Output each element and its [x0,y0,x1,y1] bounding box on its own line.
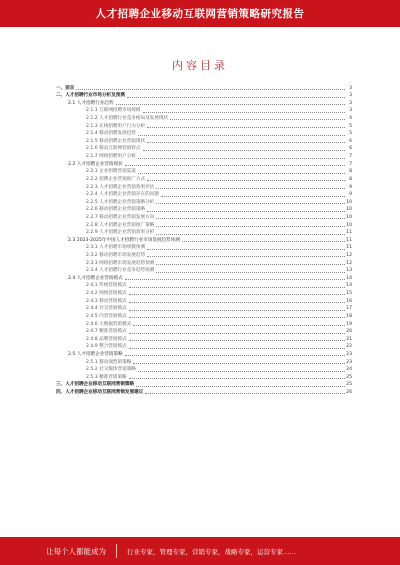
toc-entry-label: 2.5 人才招聘企业营销策略 [68,351,123,357]
toc-entry[interactable] [56,358,352,366]
toc-entry-label: 2.3.3 网络招聘市场发展趋势预测 [86,260,155,266]
toc-entry[interactable] [56,335,352,343]
toc-entry[interactable] [56,381,352,389]
toc-entry-page: 11 [346,245,352,251]
toc-entry[interactable] [56,229,352,237]
toc-entry-page: 13 [346,268,352,274]
toc-entry-page: 23 [346,351,352,357]
toc-leader-dots [182,241,345,242]
toc-entry-label: 2.5.3 精准营销策略 [86,374,127,380]
toc-leader-dots [129,287,345,288]
toc-entry[interactable] [56,350,352,358]
toc-leader-dots [138,371,345,372]
toc-entry-label: 2.2.5 人才招聘企业营销策略分析 [86,199,155,205]
toc-entry[interactable] [56,328,352,336]
toc-leader-dots [133,363,345,364]
toc-entry-page: 18 [346,313,352,319]
toc-entry[interactable] [56,251,352,259]
toc-entry-label: 2.1.1 互联网招聘市场规模 [86,108,141,114]
toc-leader-dots [129,302,345,303]
toc-leader-dots [156,188,345,189]
toc-entry-page: 12 [346,260,352,266]
toc-entry[interactable] [56,84,352,92]
toc-entry-label: 2.1.4 移动招聘发展趋势 [86,131,136,137]
toc-leader-dots [133,325,345,326]
toc-entry-label: 2.3.1 人才招聘市场规模预测 [86,245,146,251]
toc-entry-page: 6 [349,138,352,144]
toc-leader-dots [138,135,345,136]
toc-leader-dots [147,211,345,212]
toc-entry-label: 三、人才招聘企业移动互联网营销策略 [56,382,135,388]
toc-leader-dots [147,142,345,143]
toc-entry-page: 17 [346,306,352,312]
toc-leader-dots [156,264,345,265]
footer-tagline: 行业专家，管理专家，营销专家，战略专家，运营专家…… [127,547,296,556]
toc-leader-dots [161,196,345,197]
toc-entry-page: 3 [349,93,352,99]
toc-entry-label: 2.2.6 移动招聘企业营销策略 [86,207,146,213]
toc-entry[interactable] [56,191,352,199]
toc-entry[interactable] [56,206,352,214]
toc-entry[interactable] [56,259,352,267]
toc-leader-dots [129,317,345,318]
toc-entry[interactable] [56,130,352,138]
toc-entry-label: 2.1.6 移动互联网营销特点 [86,146,141,152]
toc-entry-label: 2.4.3 移动营销模式 [86,298,127,304]
report-footer-bar [0,537,400,565]
toc-entry-page: 10 [346,222,352,228]
toc-entry-label: 2.2.3 人才招聘企业营销效果评估 [86,184,155,190]
toc-entry[interactable] [56,107,352,115]
toc-entry[interactable] [56,198,352,206]
toc-entry[interactable] [56,183,352,191]
toc-entry-page: 5 [349,131,352,137]
toc-entry[interactable] [56,274,352,282]
toc-entry[interactable] [56,114,352,122]
table-of-contents [56,84,352,396]
toc-entry-page: 19 [346,321,352,327]
toc-leader-dots [129,340,345,341]
toc-entry[interactable] [56,221,352,229]
toc-entry[interactable] [56,92,352,100]
toc-entry-label: 2.4 人才招聘企业营销模式 [68,275,123,281]
toc-leader-dots [156,272,345,273]
toc-leader-dots [156,226,345,227]
toc-entry[interactable] [56,99,352,107]
toc-entry-label: 2.4.6 大数据营销模式 [86,321,132,327]
toc-entry-page: 8 [349,169,352,175]
toc-leader-dots [147,256,345,257]
toc-entry-label: 一、前言 [56,85,75,91]
toc-entry-page: 3 [349,85,352,91]
toc-entry-page: 10 [346,207,352,213]
toc-leader-dots [125,355,345,356]
toc-entry-label: 2.1.5 移动招聘企业营销现状 [86,138,146,144]
toc-entry-label: 四、人才招聘企业移动互联网营销发展建议 [56,389,144,395]
report-header-bar [0,0,400,27]
toc-entry-page: 16 [346,298,352,304]
toc-entry-label: 2.4.9 整合营销模式 [86,344,127,350]
toc-entry-page: 26 [346,389,352,395]
report-title: 人才招聘企业移动互联网营销策略研究报告 [95,8,305,20]
toc-leader-dots [170,119,345,120]
toc-leader-dots [147,249,345,250]
toc-entry[interactable] [56,366,352,374]
toc-entry[interactable] [56,297,352,305]
toc-entry[interactable] [56,312,352,320]
toc-entry[interactable] [56,137,352,145]
toc-heading: 内容目录 [172,59,228,72]
toc-entry-label: 2.2.2 招聘企业营销推广方式 [86,176,146,182]
toc-entry[interactable] [56,289,352,297]
toc-leader-dots [138,158,345,159]
toc-entry-page: 12 [346,253,352,259]
toc-entry-label: 二、人才招聘行业市场分析及预测 [56,93,125,99]
toc-entry[interactable] [56,122,352,130]
toc-entry[interactable] [56,152,352,160]
toc-entry-page: 10 [346,214,352,220]
toc-entry-label: 2.1.2 人才招聘行业竞争格局及发展现状 [86,116,169,122]
toc-entry-page: 11 [346,230,352,236]
toc-entry[interactable] [56,145,352,153]
toc-entry-page: 14 [346,283,352,289]
toc-entry-label: 2.4.8 品牌营销模式 [86,336,127,342]
toc-entry[interactable] [56,213,352,221]
toc-entry[interactable] [56,267,352,275]
toc-entry[interactable] [56,236,352,244]
toc-leader-dots [156,234,345,235]
toc-entry[interactable] [56,160,352,168]
toc-leader-dots [129,378,345,379]
toc-entry[interactable] [56,343,352,351]
toc-entry-label: 2.2.4 人才招聘企业营销存在的问题 [86,192,159,198]
toc-leader-dots [129,294,345,295]
toc-entry-label: 2.2.1 企业招聘营销渠道 [86,169,136,175]
toc-entry-page: 15 [346,291,352,297]
toc-leader-dots [143,150,346,151]
toc-entry-label: 2.1 人才招聘行业趋势 [68,100,114,106]
toc-entry-page: 25 [346,374,352,380]
toc-leader-dots [129,333,345,334]
toc-entry[interactable] [56,168,352,176]
toc-entry-page: 20 [346,329,352,335]
toc-entry[interactable] [56,305,352,313]
toc-entry-page: 6 [349,146,352,152]
toc-entry-label: 2.2.9 人才招聘企业营销效果分析 [86,230,155,236]
toc-entry-page: 14 [346,275,352,281]
toc-leader-dots [129,310,345,311]
toc-entry-page: 9 [349,184,352,190]
toc-leader-dots [156,203,345,204]
footer-slogan: 让每个人都能成为 [46,546,106,556]
toc-leader-dots [156,218,345,219]
toc-leader-dots [116,104,345,105]
footer-divider [116,544,117,558]
toc-entry-label: 2.3 2023-2025年中国人才招聘行业市场发展趋势预测 [68,237,180,243]
toc-entry[interactable] [56,388,352,396]
toc-entry-page: 21 [346,336,352,342]
toc-entry-page: 5 [349,123,352,129]
toc-entry-page: 4 [349,116,352,122]
toc-entry-label: 2.3.2 移动招聘市场发展趋势 [86,253,146,259]
toc-leader-dots [129,348,345,349]
toc-entry-label: 2.4.1 传统营销模式 [86,283,127,289]
toc-leader-dots [147,127,345,128]
toc-entry-page: 9 [349,192,352,198]
toc-entry-page: 7 [349,161,352,167]
toc-entry[interactable] [56,320,352,328]
toc-leader-dots [147,180,345,181]
toc-entry-page: 8 [349,176,352,182]
toc-leader-dots [136,386,345,387]
toc-entry-label: 2.4.4 社交营销模式 [86,306,127,312]
toc-entry-page: 3 [349,100,352,106]
toc-entry-page: 24 [346,367,352,373]
toc-entry-label: 2.2.8 人才招聘企业营销推广策略 [86,222,155,228]
toc-leader-dots [143,112,346,113]
toc-entry-label: 2.4.7 精准营销模式 [86,329,127,335]
toc-leader-dots [138,173,345,174]
toc-leader-dots [125,279,345,280]
toc-entry-page: 23 [346,359,352,365]
toc-entry-label: 2.4.2 网络营销模式 [86,291,127,297]
toc-entry-label: 2.3.4 人才招聘行业竞争趋势预测 [86,268,155,274]
toc-entry-label: 2.1.3 在线招聘用户行为分析 [86,123,146,129]
toc-leader-dots [127,97,345,98]
toc-entry[interactable] [56,244,352,252]
toc-entry-page: 22 [346,344,352,350]
toc-entry-label: 2.4.5 内容营销模式 [86,313,127,319]
toc-entry-label: 2.2.7 移动招聘企业营销发展方向 [86,214,155,220]
toc-entry-page: 25 [346,382,352,388]
toc-entry-label: 2.1.7 网络招聘用户分析 [86,154,136,160]
toc-entry-page: 10 [346,199,352,205]
toc-entry-page: 7 [349,154,352,160]
toc-leader-dots [76,89,345,90]
toc-entry[interactable] [56,282,352,290]
toc-entry[interactable] [56,373,352,381]
toc-entry-page: 3 [349,108,352,114]
toc-entry[interactable] [56,175,352,183]
toc-entry-label: 2.2 人才招聘企业营销现状 [68,161,123,167]
toc-leader-dots [145,393,345,394]
toc-entry-label: 2.5.2 社交媒体营销策略 [86,367,136,373]
toc-entry-page: 11 [346,237,352,243]
toc-leader-dots [125,165,345,166]
toc-entry-label: 2.5.1 移动端营销策略 [86,359,132,365]
